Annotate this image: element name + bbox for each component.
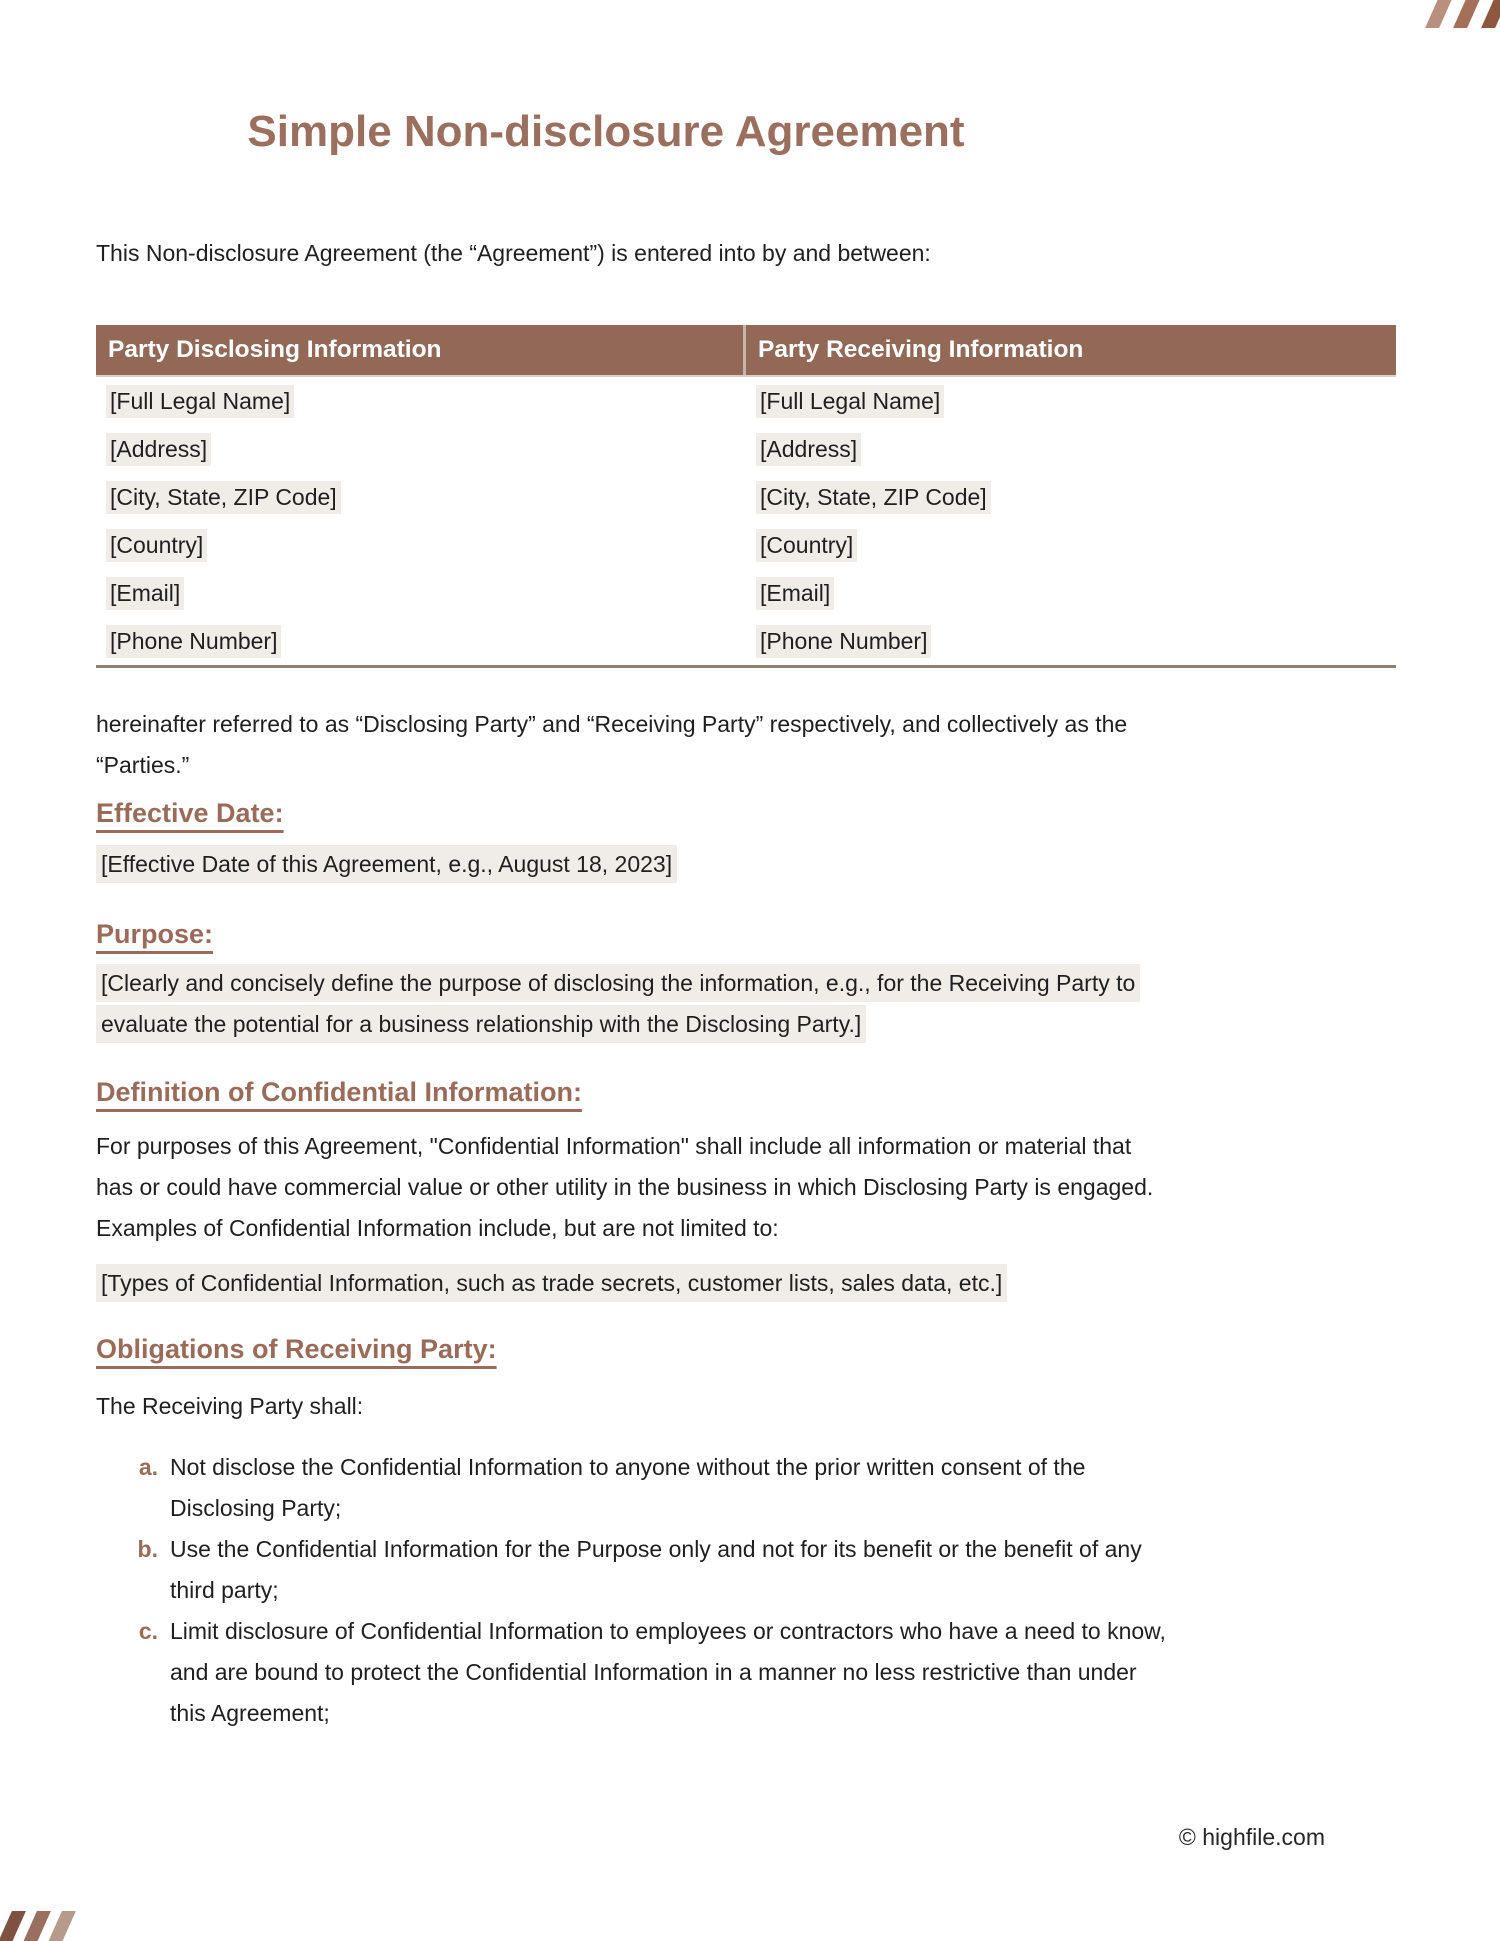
heading-effective-date: Effective Date:	[96, 798, 284, 828]
table-cell	[96, 521, 746, 569]
slash-stripe-icon	[1453, 0, 1485, 28]
table-header-disclosing-party: Party Disclosing Information	[96, 325, 746, 375]
list-item	[96, 1447, 1171, 1529]
list-marker: c.	[138, 1618, 158, 1644]
slash-stripe-icon	[1425, 0, 1457, 28]
hereinafter-paragraph: hereinafter referred to as “Disclosing Party” and “Receiving Party” respectively, and collectively as the “Parties.”	[96, 711, 1128, 778]
placeholder-email: [Email]	[756, 577, 834, 610]
placeholder-country: [Country]	[756, 529, 857, 562]
table-row	[96, 521, 1396, 569]
placeholder-effective-date: [Effective Date of this Agreement, e.g., August 18, 2023]	[96, 845, 677, 883]
table-cell	[96, 617, 746, 665]
table-row	[96, 425, 1396, 473]
obligations-list	[96, 1447, 1404, 1734]
parties-table	[96, 325, 1396, 668]
definition-body: For purposes of this Agreement, "Confidential Information" shall include all information or material that has or could have commercial value or other utility in the business in which Disclosing Party is engaged. Examples of Confidential Information include, but are not limited to:	[96, 1133, 1154, 1241]
placeholder-city-state-zip: [City, State, ZIP Code]	[106, 481, 341, 514]
table-cell	[746, 521, 1396, 569]
placeholder-address: [Address]	[106, 433, 211, 466]
effective-date-placeholder	[96, 844, 1404, 885]
heading-purpose: Purpose:	[96, 919, 214, 949]
placeholder-phone-number: [Phone Number]	[106, 625, 281, 658]
slash-stripe-icon	[1481, 0, 1500, 28]
placeholder-purpose: [Clearly and concisely define the purpose of disclosing the information, e.g., for the Receiving Party to evaluate the potential for a business relationship with the Disclosing Party.]	[96, 964, 1140, 1043]
page-title: Simple Non-disclosure Agreement	[247, 107, 965, 156]
slash-stripe-icon	[0, 1911, 26, 1941]
table-row	[96, 617, 1396, 665]
list-item-text: Use the Confidential Information for the Purpose only and not for its benefit or the benefit of any third party;	[170, 1536, 1142, 1603]
list-marker: b.	[137, 1536, 158, 1562]
table-cell	[96, 425, 746, 473]
table-cell	[746, 425, 1396, 473]
table-row	[96, 377, 1396, 425]
corner-slashes-icon	[3, 1911, 67, 1941]
document-content	[96, 0, 1404, 1734]
heading-obligations: Obligations of Receiving Party:	[96, 1334, 497, 1364]
placeholder-address: [Address]	[756, 433, 861, 466]
placeholder-full-legal-name: [Full Legal Name]	[106, 385, 294, 418]
types-placeholder	[96, 1263, 1404, 1304]
list-item-text: Not disclose the Confidential Information to anyone without the prior written consent of the Disclosing Party;	[170, 1454, 1086, 1521]
heading-definition: Definition of Confidential Information:	[96, 1077, 582, 1107]
list-item-text: Limit disclosure of Confidential Information to employees or contractors who have a need to know, and are bound to protect the Confidential Information in a manner no less restrictive than under this Agreement;	[170, 1618, 1166, 1726]
parties-table-header-row	[96, 325, 1396, 377]
placeholder-full-legal-name: [Full Legal Name]	[756, 385, 944, 418]
intro-paragraph: This Non-disclosure Agreement (the “Agreement”) is entered into by and between:	[96, 240, 931, 266]
table-row	[96, 569, 1396, 617]
table-cell	[96, 569, 746, 617]
list-item	[96, 1529, 1171, 1611]
table-cell	[746, 569, 1396, 617]
placeholder-city-state-zip: [City, State, ZIP Code]	[756, 481, 991, 514]
table-cell	[96, 473, 746, 521]
table-cell	[746, 377, 1396, 425]
table-cell	[746, 617, 1396, 665]
list-marker: a.	[138, 1454, 158, 1480]
obligations-lead: The Receiving Party shall:	[96, 1393, 364, 1419]
list-item	[96, 1611, 1171, 1734]
footer-copyright: © highfile.com	[1178, 1824, 1325, 1850]
placeholder-email: [Email]	[106, 577, 184, 610]
placeholder-country: [Country]	[106, 529, 207, 562]
table-header-receiving-party: Party Receiving Information	[758, 336, 1084, 363]
purpose-placeholder	[96, 963, 1171, 1045]
corner-slashes-icon	[1434, 0, 1500, 28]
placeholder-phone-number: [Phone Number]	[756, 625, 931, 658]
table-row	[96, 473, 1396, 521]
placeholder-types: [Types of Confidential Information, such as trade secrets, customer lists, sales data, etc.]	[96, 1264, 1007, 1302]
table-cell	[96, 377, 746, 425]
table-cell	[746, 473, 1396, 521]
